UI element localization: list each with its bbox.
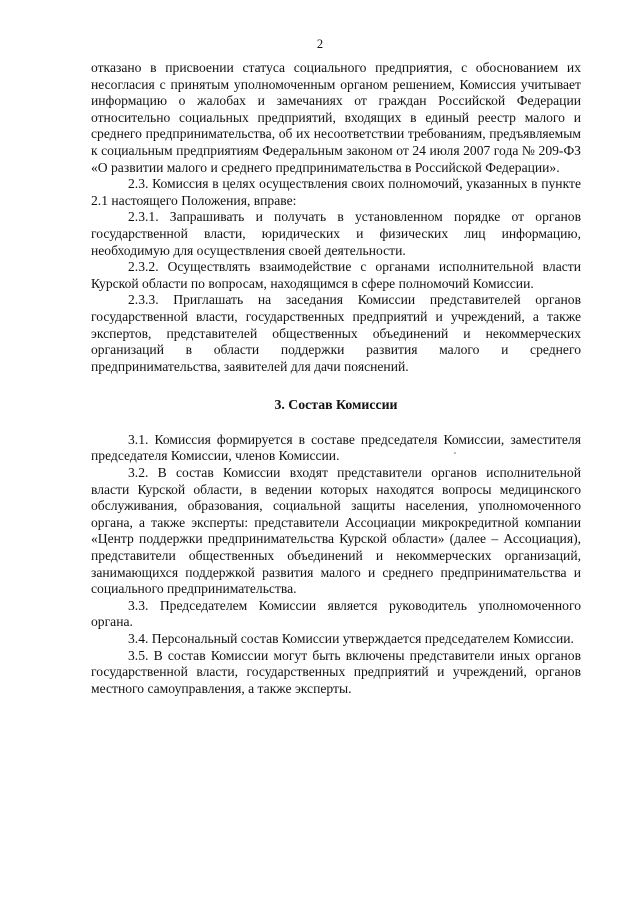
section-heading: 3. Состав Комиссии [274,397,398,413]
paragraph-p-3-4: 3.4. Персональный состав Комиссии утверждается председателем Комиссии. [128,631,574,646]
paragraph-p-3-3: 3.3. Председателем Комиссии является руководитель уполномоченного органа. [91,597,581,630]
paragraph-p-2-3-1: 2.3.1. Запрашивать и получать в установленном порядке от органов государственной власти, юридических и физических лиц информацию, необходимую для осуществления своей деятельности. [91,209,581,258]
paragraph-p-cont: отказано в присвоении статуса социального предприятия, с обоснованием их несогласия с принятым уполномоченным органом решением, Комиссия учитывает информацию о жалобах и замечаниях от граждан Российской Федерации относительно социальных предприятий, входящих в единый реестр малого и среднего предпринимательства, об их несоответствии требованиям, предъявляемым к социальным предприятиям Федеральным законом от 24 июля 2007 года № 209-ФЗ «О развитии малого и среднего предпринимательства в Российской Федерации». [91,60,581,175]
paragraph-p-3-1: 3.1. Комиссия формируется в составе председателя Комиссии, заместителя председателя Комиссии, членов Комиссии. [91,431,581,464]
document-body [91,60,581,697]
paragraph-p-3-2: 3.2. В состав Комиссии входят представители органов исполнительной власти Курской области, в ведении которых находятся вопросы медицинского обслуживания, образования, социальной защиты населения, уполномоченного органа, а также эксперты: представители Ассоциации микрокредитной компании «Центр поддержки предпринимательства Курской области» (далее – Ассоциация), представители общественных объединений и некоммерческих организаций, занимающихся поддержкой развития малого и среднего предпринимательства и социального предпринимательства. [91,465,581,597]
paragraph-p-2-3-2: 2.3.2. Осуществлять взаимодействие с органами исполнительной власти Курской области по вопросам, находящимся в сфере полномочий Комиссии. [91,259,581,291]
page-number: 2 [316,37,324,51]
paragraphs-before [91,60,581,375]
paragraph-p-3-5: 3.5. В состав Комиссии могут быть включены представители иных органов государственной власти, государственных предприятий и учреждений, органов местного самоуправления, а также эксперты. [91,647,581,696]
paragraph-p-2-3-3: 2.3.3. Приглашать на заседания Комиссии представителей органов государственной власти, государственных предприятий и учреждений, а также экспертов, представителей общественных объединений и некоммерческих организаций в области поддержки развития малого и среднего предпринимательства, заявителей для дачи пояснений. [91,292,581,374]
paragraphs-after [91,432,581,698]
paragraph-p-2-3: 2.3. Комиссия в целях осуществления своих полномочий, указанных в пункте 2.1 настоящего Положения, вправе: [91,176,581,208]
